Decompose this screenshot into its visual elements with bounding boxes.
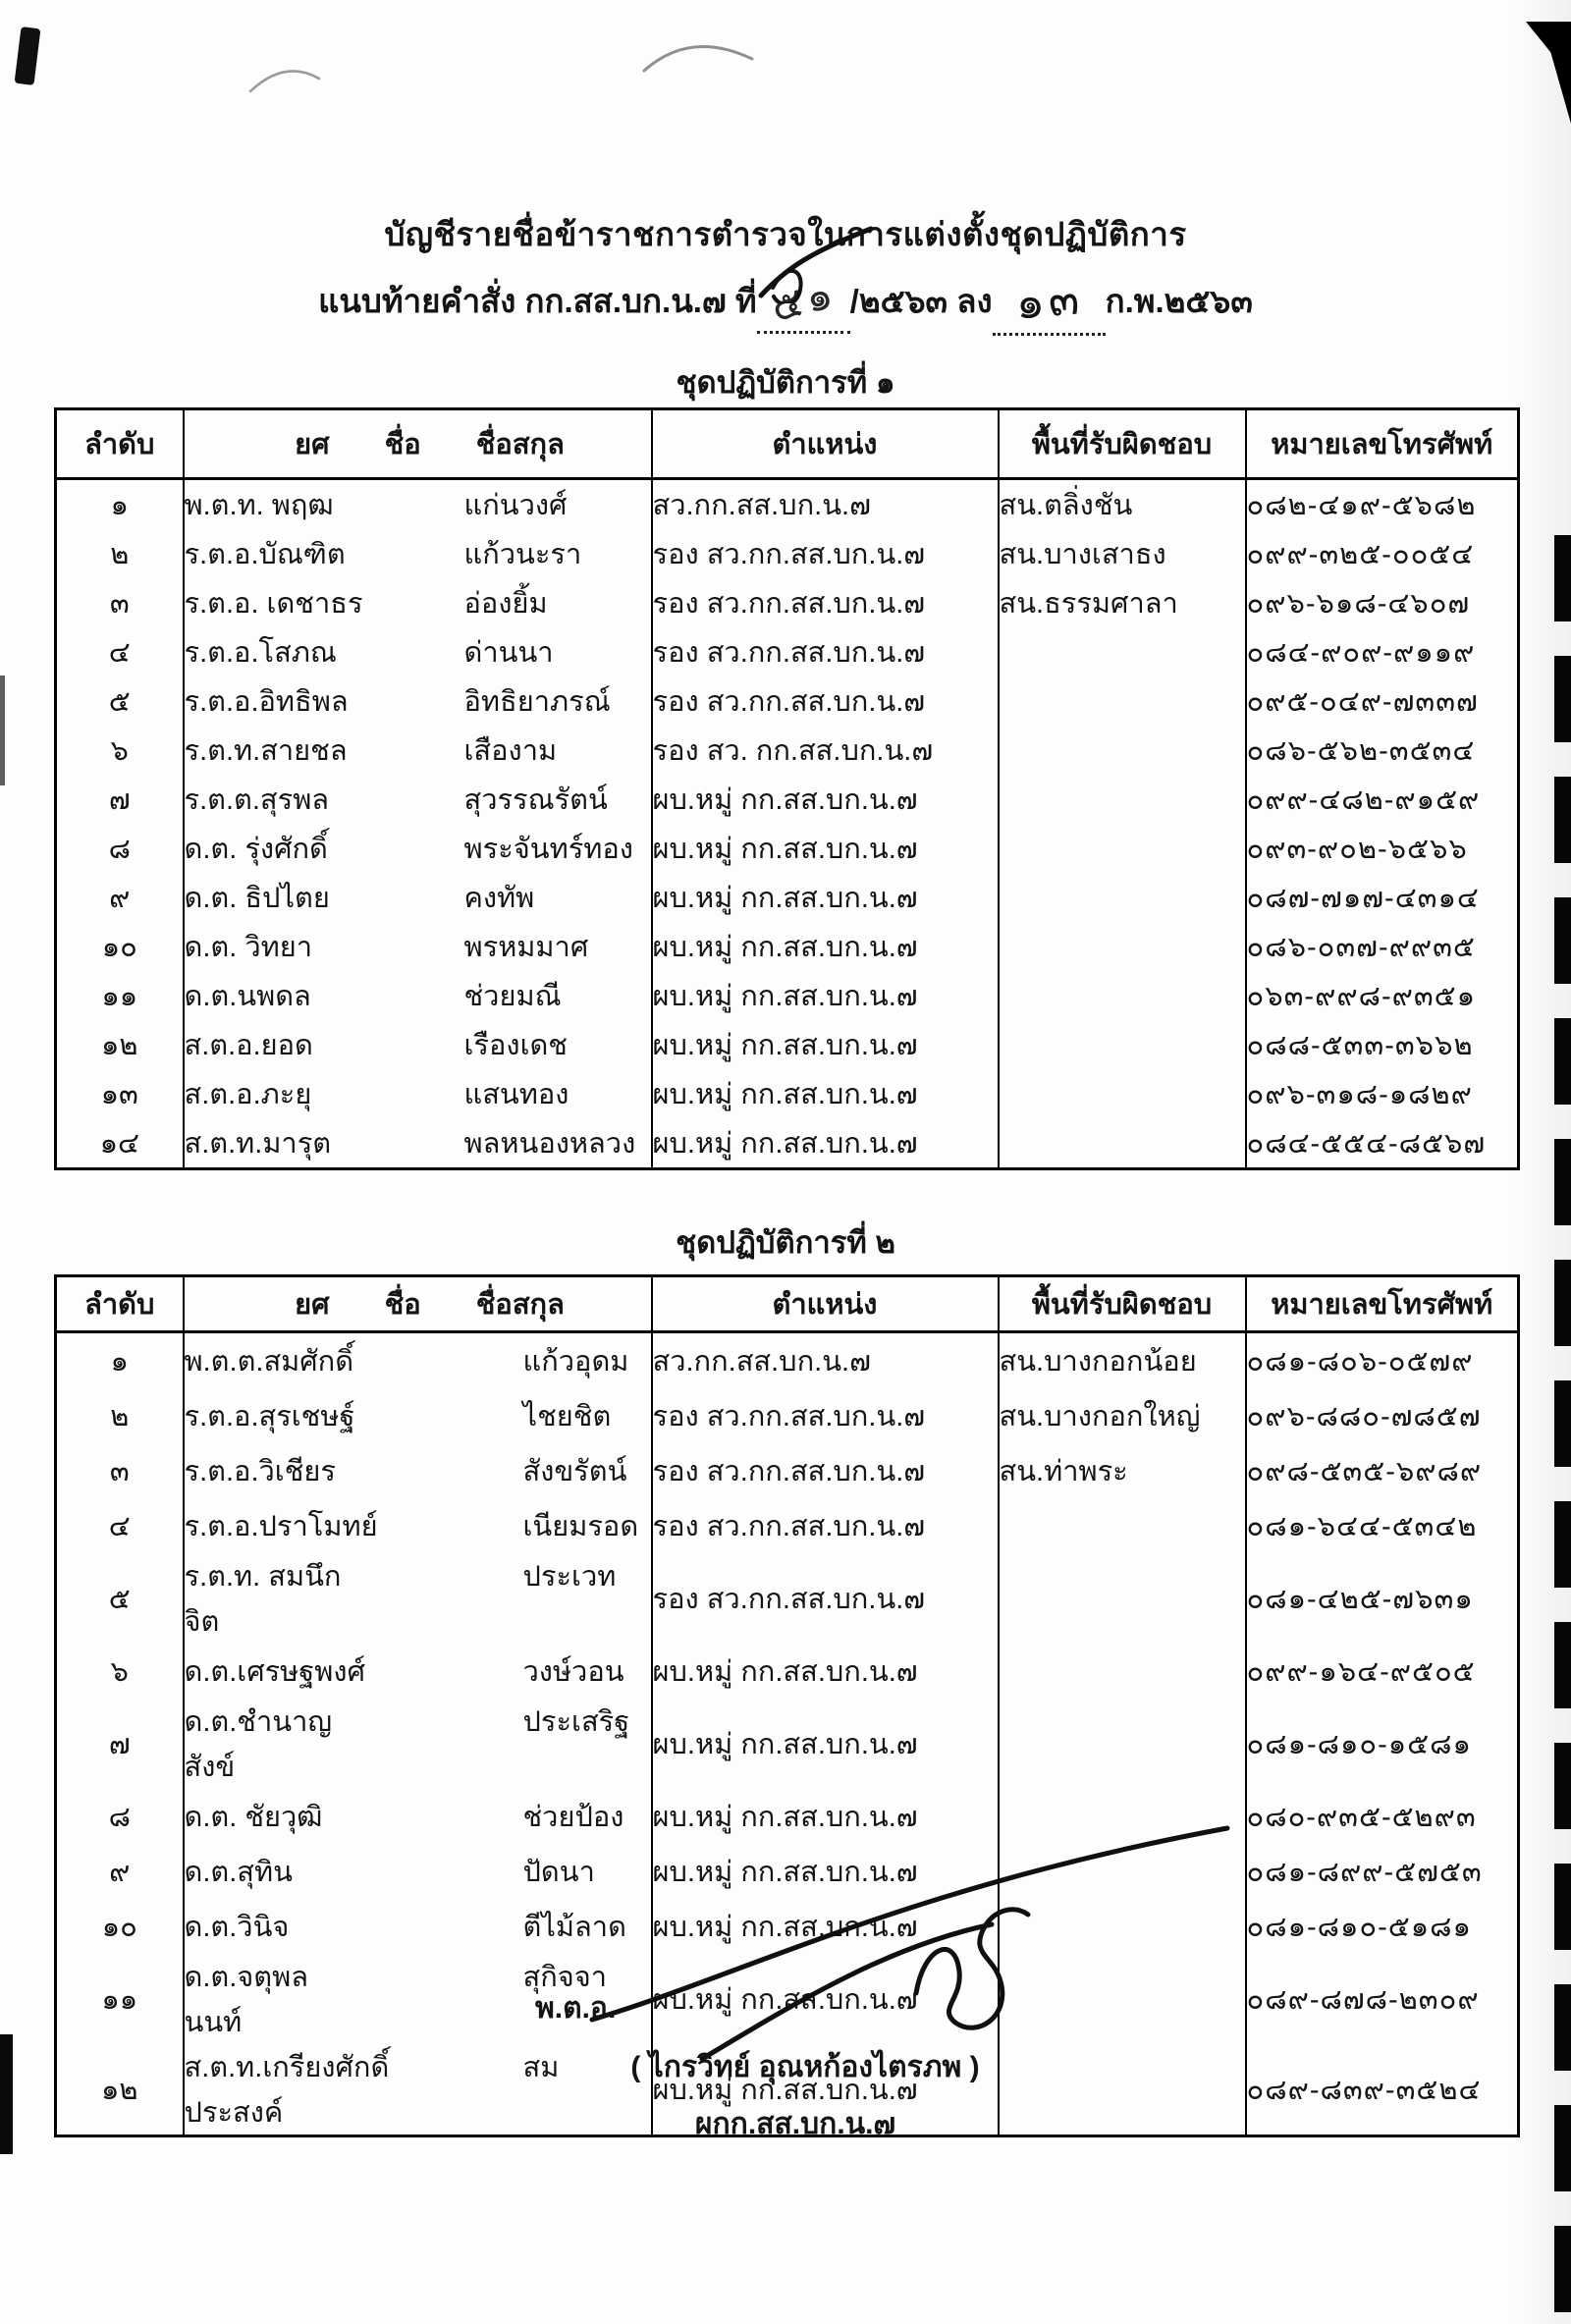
column-header-position: ตำแหน่ง — [652, 1276, 999, 1332]
area-cell — [999, 1118, 1246, 1169]
document-title: บัญชีรายชื่อข้าราชการตำรวจในการแต่งตั้งชุดปฏิบัติการ — [384, 216, 1187, 252]
surname: ไชยชิต — [522, 1401, 612, 1432]
rank-and-first-name: ร.ต.ต.สุรพล — [184, 784, 330, 816]
rank-and-first-name: ร.ต.อ.อิทธิพล — [184, 686, 349, 718]
order-date-slot — [993, 261, 1106, 336]
name-cell — [184, 1332, 652, 1389]
phone-cell: ๐๘๐-๙๓๕-๕๒๙๓ — [1246, 1789, 1519, 1844]
area-cell — [999, 1954, 1246, 2044]
column-header-position: ตำแหน่ง — [652, 409, 999, 479]
name-cell — [184, 627, 652, 676]
surname: พรหมมาศ — [463, 932, 589, 963]
name-cell — [184, 1020, 652, 1069]
order-cell: ๓ — [109, 588, 130, 620]
position-cell: ผบ.หมู่ กก.สส.บก.น.๗ — [652, 1020, 999, 1069]
scan-fold-arc — [245, 57, 353, 101]
table-row — [56, 873, 1519, 922]
phone-cell: ๐๙๖-๘๘๐-๗๘๕๗ — [1246, 1388, 1519, 1443]
area-cell: สน.ท่าพระ — [999, 1443, 1246, 1498]
table-row — [56, 479, 1519, 530]
scan-artifact-top-right — [1526, 22, 1571, 124]
table-row — [56, 578, 1519, 627]
area-cell: สน.บางกอกน้อย — [999, 1332, 1246, 1389]
order-cell: ๒ — [110, 1401, 130, 1432]
table-row — [56, 1332, 1519, 1389]
table-row — [56, 824, 1519, 873]
name-cell — [184, 479, 652, 530]
surname: คงทัพ — [463, 883, 535, 914]
rank-and-first-name: ส.ต.ท.เกรียงศักดิ์ — [184, 2052, 390, 2083]
surname: พลหนองหลวง — [463, 1128, 636, 1160]
area-cell — [999, 1020, 1246, 1069]
name-cell — [184, 1553, 652, 1644]
rank-and-first-name: ร.ต.อ.โสภณ — [184, 637, 337, 669]
rank-and-first-name: ร.ต.อ.บัณฑิต — [184, 539, 346, 570]
table-row — [56, 775, 1519, 824]
roster-table-set-2 — [54, 1274, 1520, 2137]
handwritten-order-number: ๕๑ — [766, 269, 841, 331]
phone-cell: ๐๘๑-๘๐๖-๐๕๗๙ — [1246, 1332, 1519, 1389]
order-cell: ๘ — [108, 834, 131, 865]
column-header-order: ลำดับ — [56, 1276, 184, 1332]
rank-and-first-name: ด.ต.นพดล — [184, 981, 311, 1012]
scan-artifact-left-edge — [0, 676, 5, 785]
handwritten-date: ๑๓ — [1012, 272, 1085, 329]
rank-and-first-name: ร.ต.ท. สมนึก — [184, 1561, 342, 1593]
area-cell — [999, 971, 1246, 1020]
rank-and-first-name: ด.ต.จตุพล — [184, 1962, 308, 1993]
roster-table-set-1 — [54, 407, 1520, 1170]
column-header-phone: หมายเลขโทรศัพท์ — [1246, 1276, 1519, 1332]
surname: แก้วอุดม — [522, 1346, 629, 1378]
surname: ประเสริฐสังข์ — [184, 1706, 630, 1783]
position-cell: สว.กก.สส.บก.น.๗ — [652, 1332, 999, 1389]
area-cell — [999, 824, 1246, 873]
column-header-firstname: ชื่อ — [384, 429, 421, 460]
scan-artifact-top-left — [15, 27, 41, 85]
area-cell — [999, 775, 1246, 824]
order-cell: ๔ — [108, 1511, 131, 1542]
position-cell: ผบ.หมู่ กก.สส.บก.น.๗ — [652, 971, 999, 1020]
rank-and-first-name: ร.ต.อ.สุรเชษฐ์ — [184, 1401, 355, 1432]
name-cell — [184, 1443, 652, 1498]
name-cell — [184, 578, 652, 627]
area-cell — [999, 1844, 1246, 1899]
position-cell: รอง สว.กก.สส.บก.น.๗ — [652, 676, 999, 726]
phone-cell: ๐๙๖-๓๑๘-๑๘๒๙ — [1246, 1069, 1519, 1118]
name-cell — [184, 1388, 652, 1443]
phone-cell: ๐๙๙-๔๘๒-๙๑๕๙ — [1246, 775, 1519, 824]
column-header-rank: ยศ — [295, 1289, 330, 1321]
column-header-name — [184, 409, 652, 479]
rank-and-first-name: ด.ต. ชัยวุฒิ — [184, 1802, 323, 1833]
order-cell: ๒ — [110, 539, 130, 570]
table-row — [56, 1899, 1519, 1954]
order-cell: ๗ — [108, 1729, 131, 1760]
position-cell: รอง สว.กก.สส.บก.น.๗ — [652, 1388, 999, 1443]
rank-and-first-name: ด.ต.ชำนาญ — [184, 1706, 333, 1738]
name-cell — [184, 1644, 652, 1699]
area-cell: สน.ตลิ่งชัน — [999, 479, 1246, 530]
surname: สุวรรณรัตน์ — [463, 784, 608, 816]
phone-cell: ๐๘๑-๖๔๔-๕๓๔๒ — [1246, 1498, 1519, 1553]
area-cell: สน.บางกอกใหญ่ — [999, 1388, 1246, 1443]
rank-and-first-name: ด.ต.สุทิน — [184, 1857, 293, 1888]
area-cell — [999, 1644, 1246, 1699]
position-cell: ผบ.หมู่ กก.สส.บก.น.๗ — [652, 2044, 999, 2136]
surname: แสนทอง — [463, 1079, 569, 1110]
surname: วงษ์วอน — [522, 1656, 624, 1688]
surname: แก่นวงศ์ — [463, 490, 568, 521]
area-cell — [999, 676, 1246, 726]
position-cell: รอง สว. กก.สส.บก.น.๗ — [652, 726, 999, 775]
name-cell — [184, 1118, 652, 1169]
position-cell: ผบ.หมู่ กก.สส.บก.น.๗ — [652, 1899, 999, 1954]
rank-and-first-name: ร.ต.ท.สายชล — [184, 735, 348, 767]
name-cell — [184, 529, 652, 578]
name-cell — [184, 873, 652, 922]
surname: เนียมรอด — [522, 1511, 639, 1542]
area-cell — [999, 1553, 1246, 1644]
table-row — [56, 1388, 1519, 1443]
position-cell: ผบ.หมู่ กก.สส.บก.น.๗ — [652, 1118, 999, 1169]
order-cell: ๑๐ — [101, 932, 137, 963]
table-row — [56, 922, 1519, 971]
phone-cell: ๐๘๑-๘๑๐-๕๑๘๑ — [1246, 1899, 1519, 1954]
column-header-area: พื้นที่รับผิดชอบ — [999, 409, 1246, 479]
name-cell — [184, 726, 652, 775]
order-cell: ๖ — [110, 1656, 129, 1688]
signer-name: ( ไกรวิทย์ อุณหก้องไตรภพ ) — [630, 2051, 980, 2083]
position-cell: รอง สว.กก.สส.บก.น.๗ — [652, 529, 999, 578]
surname: ช่วยป้อง — [522, 1802, 624, 1833]
phone-cell: ๐๘๑-๘๑๐-๑๕๘๑ — [1246, 1699, 1519, 1789]
table-row — [56, 1844, 1519, 1899]
table-row — [56, 676, 1519, 726]
rank-and-first-name: ด.ต. รุ่งศักดิ์ — [184, 834, 328, 865]
rank-and-first-name: ส.ต.อ.ยอด — [184, 1030, 313, 1061]
order-cell: ๙ — [109, 1857, 131, 1888]
phone-cell: ๐๙๙-๑๖๔-๙๕๐๕ — [1246, 1644, 1519, 1699]
order-cell: ๕ — [108, 1584, 131, 1615]
subtitle-mid: /๒๕๖๓ ลง — [849, 283, 993, 319]
rank-and-first-name: ร.ต.อ.ปราโมทย์ — [184, 1511, 378, 1542]
rank-and-first-name: ด.ต. ธิปไตย — [184, 883, 330, 914]
table-row — [56, 726, 1519, 775]
table-row — [56, 1699, 1519, 1789]
order-cell: ๑๑ — [101, 1984, 138, 2016]
surname: ปัดนา — [522, 1857, 595, 1888]
table-row — [56, 1020, 1519, 1069]
rank-and-first-name: พ.ต.ต.สมศักดิ์ — [184, 1346, 354, 1378]
table-row — [56, 1789, 1519, 1844]
position-cell: รอง สว.กก.สส.บก.น.๗ — [652, 1553, 999, 1644]
phone-cell: ๐๙๘-๕๓๕-๖๙๘๙ — [1246, 1443, 1519, 1498]
subtitle-suffix: ก.พ.๒๕๖๓ — [1105, 283, 1253, 319]
subtitle-prefix: แนบท้ายคำสั่ง กก.สส.บก.น.๗ ที่ — [318, 283, 757, 319]
name-cell — [184, 1844, 652, 1899]
position-cell: รอง สว.กก.สส.บก.น.๗ — [652, 578, 999, 627]
order-number-slot — [757, 266, 850, 334]
position-cell: ผบ.หมู่ กก.สส.บก.น.๗ — [652, 775, 999, 824]
table-header-row — [56, 1276, 1519, 1332]
signer-position: ผกก.สส.บก.น.๗ — [694, 2108, 896, 2140]
surname: ช่วยมณี — [463, 981, 562, 1012]
table-row — [56, 1443, 1519, 1498]
area-cell — [999, 627, 1246, 676]
name-cell — [184, 775, 652, 824]
set-2-heading: ชุดปฏิบัติการที่ ๒ — [676, 1225, 895, 1260]
area-cell — [999, 1789, 1246, 1844]
surname: อิทธิยาภรณ์ — [463, 686, 611, 718]
name-cell — [184, 1498, 652, 1553]
column-header-surname: ชื่อสกุล — [475, 429, 565, 460]
order-cell: ๑๓ — [100, 1079, 138, 1110]
position-cell: ผบ.หมู่ กก.สส.บก.น.๗ — [652, 824, 999, 873]
surname: พระจันทร์ทอง — [463, 834, 633, 865]
surname: สุกิจจานนท์ — [184, 1962, 608, 2038]
area-cell — [999, 1498, 1246, 1553]
phone-cell: ๐๙๓-๙๐๒-๖๕๖๖ — [1246, 824, 1519, 873]
order-cell: ๓ — [109, 1456, 130, 1487]
column-header-order: ลำดับ — [56, 409, 184, 479]
order-cell: ๗ — [108, 784, 131, 816]
name-cell — [184, 1069, 652, 1118]
surname: เสืองาม — [463, 735, 558, 767]
column-header-firstname: ชื่อ — [384, 1289, 421, 1321]
column-header-surname: ชื่อสกุล — [475, 1289, 565, 1321]
phone-cell: ๐๙๙-๓๒๕-๐๐๕๔ — [1246, 529, 1519, 578]
phone-cell: ๐๘๒-๔๑๙-๕๖๘๒ — [1246, 479, 1519, 530]
rank-and-first-name: ส.ต.ท.มารุต — [184, 1128, 332, 1160]
position-cell: ผบ.หมู่ กก.สส.บก.น.๗ — [652, 1789, 999, 1844]
position-cell: รอง สว.กก.สส.บก.น.๗ — [652, 1498, 999, 1553]
order-cell: ๑๒ — [100, 2075, 138, 2106]
column-header-rank: ยศ — [295, 429, 330, 460]
set-1-heading: ชุดปฏิบัติการที่ ๑ — [676, 365, 895, 400]
order-cell: ๕ — [108, 686, 131, 718]
rank-and-first-name: ร.ต.อ.วิเชียร — [184, 1456, 336, 1487]
table-row — [56, 971, 1519, 1020]
position-cell: ผบ.หมู่ กก.สส.บก.น.๗ — [652, 1069, 999, 1118]
phone-cell: ๐๘๑-๔๒๕-๗๖๓๑ — [1246, 1553, 1519, 1644]
surname: เรืองเดช — [463, 1030, 568, 1061]
name-cell — [184, 824, 652, 873]
position-cell: ผบ.หมู่ กก.สส.บก.น.๗ — [652, 922, 999, 971]
table-row — [56, 1954, 1519, 2044]
name-cell — [184, 922, 652, 971]
area-cell — [999, 1899, 1246, 1954]
phone-cell: ๐๘๖-๕๖๒-๓๕๓๔ — [1246, 726, 1519, 775]
position-cell: ผบ.หมู่ กก.สส.บก.น.๗ — [652, 873, 999, 922]
phone-cell: ๐๙๕-๐๔๙-๗๓๓๗ — [1246, 676, 1519, 726]
order-cell: ๑๐ — [101, 1912, 137, 1943]
area-cell: สน.บางเสาธง — [999, 529, 1246, 578]
order-cell: ๑๒ — [100, 1030, 138, 1061]
table-row — [56, 1118, 1519, 1169]
table-row — [56, 1644, 1519, 1699]
surname: ด่านนา — [463, 637, 554, 669]
rank-and-first-name: ด.ต.วินิจ — [184, 1912, 290, 1943]
order-cell: ๔ — [108, 637, 131, 669]
scan-edge-shadow — [1512, 0, 1571, 2324]
phone-cell: ๐๘๔-๙๐๙-๙๑๑๙ — [1246, 627, 1519, 676]
name-cell — [184, 1789, 652, 1844]
order-cell: ๑๑ — [101, 981, 138, 1012]
area-cell — [999, 1699, 1246, 1789]
rank-and-first-name: ด.ต. วิทยา — [184, 932, 313, 963]
order-cell: ๑ — [110, 490, 129, 521]
surname: ประเวทจิต — [184, 1561, 617, 1638]
name-cell — [184, 676, 652, 726]
area-cell — [999, 873, 1246, 922]
position-cell: ผบ.หมู่ กก.สส.บก.น.๗ — [652, 1844, 999, 1899]
position-cell: ผบ.หมู่ กก.สส.บก.น.๗ — [652, 1699, 999, 1789]
position-cell: ผบ.หมู่ กก.สส.บก.น.๗ — [652, 1954, 999, 2044]
column-header-area: พื้นที่รับผิดชอบ — [999, 1276, 1246, 1332]
document-subtitle — [0, 261, 1571, 336]
phone-cell: ๐๖๓-๙๙๘-๙๓๕๑ — [1246, 971, 1519, 1020]
order-cell: ๑๔ — [99, 1128, 139, 1160]
name-cell — [184, 1899, 652, 1954]
position-cell: สว.กก.สส.บก.น.๗ — [652, 479, 999, 530]
surname: แก้วนะรา — [463, 539, 582, 570]
rank-and-first-name: ร.ต.อ. เดชาธร — [184, 588, 363, 620]
phone-cell: ๐๘๙-๘๗๘-๒๓๐๙ — [1246, 1954, 1519, 2044]
order-cell: ๙ — [109, 883, 131, 914]
phone-cell: ๐๙๖-๖๑๘-๔๖๐๗ — [1246, 578, 1519, 627]
surname: ตีไม้ลาด — [522, 1912, 626, 1943]
surname: สมประสงค์ — [184, 2052, 560, 2129]
rank-and-first-name: พ.ต.ท. พฤฒ — [184, 490, 334, 521]
phone-cell: ๐๘๑-๘๙๙-๕๗๕๓ — [1246, 1844, 1519, 1899]
phone-cell: ๐๘๔-๕๕๔-๘๕๖๗ — [1246, 1118, 1519, 1169]
position-cell: รอง สว.กก.สส.บก.น.๗ — [652, 1443, 999, 1498]
area-cell — [999, 1069, 1246, 1118]
table-row — [56, 627, 1519, 676]
table-row — [56, 1069, 1519, 1118]
phone-cell: ๐๘๙-๘๓๙-๓๕๒๔ — [1246, 2044, 1519, 2136]
table-row — [56, 529, 1519, 578]
table-row — [56, 1553, 1519, 1644]
surname: อ่องยิ้ม — [463, 588, 548, 620]
signer-rank: พ.ต.อ. — [535, 1992, 617, 2025]
surname: สังขรัตน์ — [522, 1456, 627, 1487]
rank-and-first-name: ด.ต.เศรษฐพงศ์ — [184, 1656, 365, 1688]
position-cell: รอง สว.กก.สส.บก.น.๗ — [652, 627, 999, 676]
area-cell — [999, 726, 1246, 775]
name-cell — [184, 1699, 652, 1789]
position-cell: ผบ.หมู่ กก.สส.บก.น.๗ — [652, 1644, 999, 1699]
rank-and-first-name: ส.ต.อ.ภะยุ — [184, 1079, 312, 1110]
order-cell: ๘ — [108, 1802, 131, 1833]
area-cell — [999, 922, 1246, 971]
table-header-row — [56, 409, 1519, 479]
area-cell: สน.ธรรมศาลา — [999, 578, 1246, 627]
name-cell — [184, 971, 652, 1020]
column-header-phone: หมายเลขโทรศัพท์ — [1246, 409, 1519, 479]
phone-cell: ๐๘๗-๗๑๗-๔๓๑๔ — [1246, 873, 1519, 922]
phone-cell: ๐๘๖-๐๓๗-๙๙๓๕ — [1246, 922, 1519, 971]
column-header-name — [184, 1276, 652, 1332]
order-cell: ๑ — [110, 1346, 129, 1378]
table-row — [56, 1498, 1519, 1553]
scan-fold-arc — [636, 29, 764, 83]
order-cell: ๖ — [110, 735, 129, 767]
phone-cell: ๐๘๘-๕๓๓-๓๖๖๒ — [1246, 1020, 1519, 1069]
